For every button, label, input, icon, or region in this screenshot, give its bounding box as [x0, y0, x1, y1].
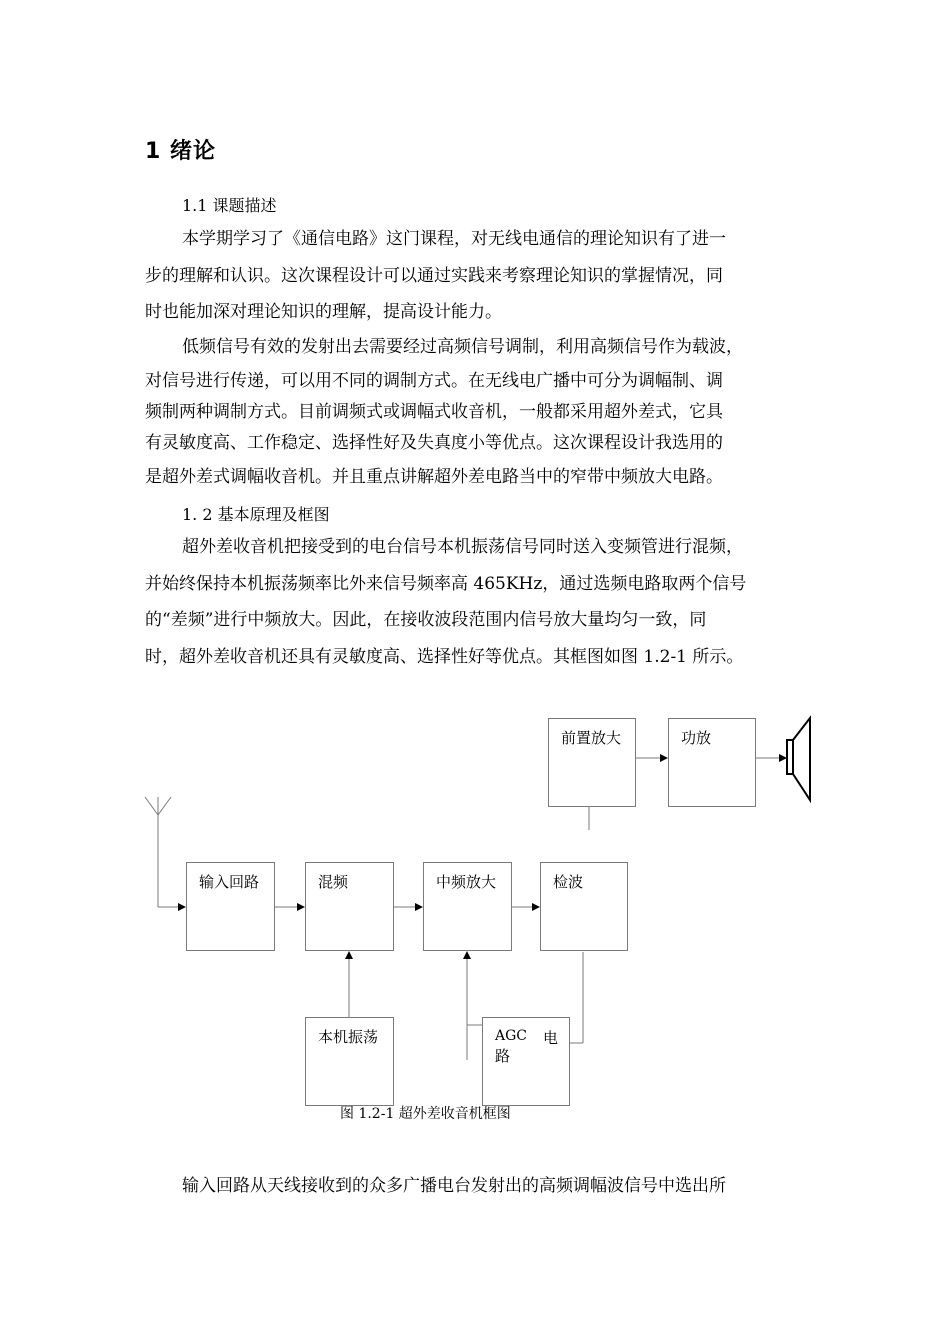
- text-line: 输入回路从天线接收到的众多广播电台发射出的高频调幅波信号中选出所: [182, 1176, 726, 1196]
- text-line: 有灵敏度高、工作稳定、选择性好及失真度小等优点。这次课程设计我选用的: [145, 433, 723, 453]
- block-local-oscillator: [305, 1017, 394, 1106]
- text-line: 时也能加深对理论知识的理解，提高设计能力。: [145, 302, 502, 322]
- section-heading-1-2: 1. 2 基本原理及框图: [182, 505, 330, 524]
- block-label: 功放: [681, 729, 712, 747]
- speaker-icon: [787, 718, 810, 800]
- block-label: 前置放大: [561, 729, 622, 747]
- text-line: 时，超外差收音机还具有灵敏度高、选择性好等优点。其框图如图 1.2-1 所示。: [145, 647, 744, 667]
- block-label: 输入回路: [199, 873, 260, 891]
- text-line: 并始终保持本机振荡频率比外来信号频率高 465KHz，通过选频电路取两个信号: [145, 574, 747, 594]
- block-input-loop: [186, 862, 275, 951]
- text-line: 超外差收音机把接受到的电台信号本机振荡信号同时送入变频管进行混频，: [182, 537, 743, 557]
- text-line: 的“差频”进行中频放大。因此，在接收波段范围内信号放大量均匀一致，同: [145, 610, 707, 630]
- antenna-arm: [145, 797, 158, 815]
- block-mixer: [305, 862, 394, 951]
- text-line: 低频信号有效的发射出去需要经过高频信号调制，利用高频信号作为载波，: [182, 337, 743, 357]
- text-line: 本学期学习了《通信电路》这门课程，对无线电通信的理论知识有了进一: [182, 229, 726, 249]
- block-label: 中频放大: [436, 873, 497, 891]
- block-label: 混频: [318, 873, 349, 891]
- block-label: 检波: [553, 873, 584, 891]
- chapter-title: 1 绪论: [145, 139, 216, 164]
- block-label: 路: [495, 1047, 511, 1065]
- block-agc: [482, 1017, 570, 1106]
- text-line: 对信号进行传递，可以用不同的调制方式。在无线电广播中可分为调幅制、调: [145, 371, 723, 391]
- block-if-amp: [423, 862, 512, 951]
- text-line: 步的理解和认识。这次课程设计可以通过实践来考察理论知识的掌握情况，同: [145, 266, 723, 286]
- section-heading-1-1: 1.1 课题描述: [182, 196, 277, 215]
- block-power-amp: [668, 718, 756, 807]
- block-label: 电: [543, 1029, 559, 1047]
- block-label: 本机振荡: [318, 1028, 379, 1046]
- text-line: 频制两种调制方式。目前调频式或调幅式收音机，一般都采用超外差式，它具: [145, 402, 723, 422]
- antenna-arm: [158, 797, 171, 815]
- block-detector: [540, 862, 628, 951]
- block-preamp: [548, 718, 636, 807]
- block-label: AGC: [495, 1028, 528, 1044]
- text-line: 是超外差式调幅收音机。并且重点讲解超外差电路当中的窄带中频放大电路。: [145, 467, 723, 487]
- figure-caption: 图 1.2-1 超外差收音机框图: [340, 1106, 511, 1122]
